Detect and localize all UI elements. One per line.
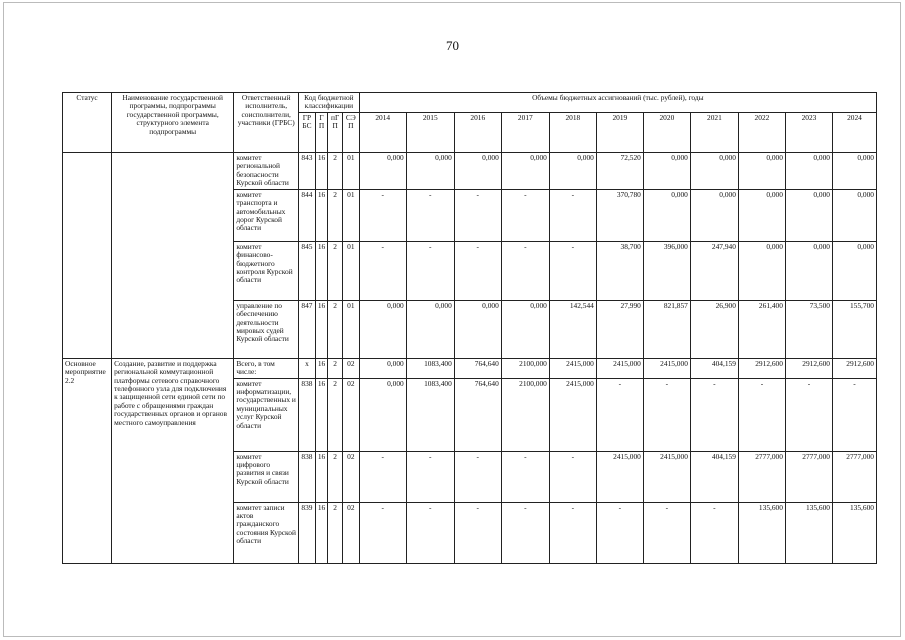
executor-cell: комитет транспорта и автомобильных дорог Курской области [234,189,299,241]
value-cell-2017: - [501,241,549,300]
value-cell-2022: 2912,600 [738,358,785,378]
value-cell-2015: 1083,400 [406,358,454,378]
value-cell-2020: 0,000 [643,152,690,189]
gp-cell: 16 [315,358,328,378]
value-cell-2024: 0,000 [832,152,876,189]
value-cell-2014: 0,000 [359,358,406,378]
value-cell-2020: - [643,378,690,451]
value-cell-2017: 0,000 [501,300,549,358]
value-cell-2014: 0,000 [359,152,406,189]
value-cell-2023: - [785,378,832,451]
value-cell-2019: 2415,000 [596,451,643,502]
gp-cell: 16 [315,502,328,563]
value-cell-2023: 0,000 [785,189,832,241]
measure-name-cell: Создание, развитие и поддержка региональной коммутационной платформы сетевого справочного телефонного узла для подключения к защищенной сети единой сети по работе с обращениями граждан государственных органов и органов местного самоуправления [112,358,234,563]
header-year-2017: 2017 [501,112,549,152]
header-status: Статус [63,93,112,153]
grbs-cell: 838 [299,378,316,451]
value-cell-2019: 2415,000 [596,358,643,378]
executor-cell: комитет записи актов гражданского состояния Курской области [234,502,299,563]
value-cell-2018: 0,000 [549,152,596,189]
gp-cell: 16 [315,189,328,241]
value-cell-2014: 0,000 [359,300,406,358]
value-cell-2015: - [406,189,454,241]
value-cell-2022: 0,000 [738,152,785,189]
grbs-cell: 839 [299,502,316,563]
value-cell-2014: - [359,241,406,300]
value-cell-2018: - [549,451,596,502]
value-cell-2017: - [501,502,549,563]
value-cell-2014: - [359,502,406,563]
value-cell-2016: 764,640 [454,378,501,451]
header-year-2020: 2020 [643,112,690,152]
header-year-2021: 2021 [690,112,738,152]
page-number: 70 [446,38,459,53]
header-year-2018: 2018 [549,112,596,152]
value-cell-2020: - [643,502,690,563]
header-year-2024: 2024 [832,112,876,152]
value-cell-2019: 370,780 [596,189,643,241]
header-name: Наименование государственной программы, подпрограммы государственной программы, структурного элемента подпрограммы [112,93,234,153]
executor-cell: комитет информатизации, государственных и муниципальных услуг Курской области [234,378,299,451]
value-cell-2023: 135,600 [785,502,832,563]
value-cell-2021: 404,159 [690,451,738,502]
value-cell-2023: 2777,000 [785,451,832,502]
value-cell-2018: 2415,000 [549,358,596,378]
header-year-2016: 2016 [454,112,501,152]
pgp-cell: 2 [328,152,343,189]
value-cell-2024: 0,000 [832,189,876,241]
header-code-1: ГП [315,112,328,152]
pgp-cell: 2 [328,189,343,241]
value-cell-2024: 2777,000 [832,451,876,502]
status-cell: Основное мероприятие 2.2 [63,358,112,563]
header-year-2019: 2019 [596,112,643,152]
pgp-cell: 2 [328,358,343,378]
value-cell-2021: 404,159 [690,358,738,378]
value-cell-2015: 0,000 [406,300,454,358]
value-cell-2021: - [690,502,738,563]
gp-cell: 16 [315,300,328,358]
sep-cell: 02 [342,451,359,502]
value-cell-2014: 0,000 [359,378,406,451]
value-cell-2020: 396,000 [643,241,690,300]
sep-cell: 01 [342,189,359,241]
budget-table [62,92,877,564]
header-code-3: СЭП [342,112,359,152]
value-cell-2021: 0,000 [690,152,738,189]
value-cell-2018: - [549,189,596,241]
gp-cell: 16 [315,241,328,300]
sep-cell: 01 [342,300,359,358]
sep-cell: 01 [342,152,359,189]
value-cell-2015: 0,000 [406,152,454,189]
value-cell-2014: - [359,189,406,241]
sep-cell: 02 [342,378,359,451]
value-cell-2016: - [454,189,501,241]
value-cell-2022: 0,000 [738,189,785,241]
value-cell-2016: 764,640 [454,358,501,378]
value-cell-2018: 2415,000 [549,378,596,451]
value-cell-2019: 72,520 [596,152,643,189]
executor-cell: комитет региональной безопасности Курской области [234,152,299,189]
executor-cell: Всего, в том числе: [234,358,299,378]
value-cell-2016: 0,000 [454,300,501,358]
value-cell-2017: - [501,189,549,241]
value-cell-2016: - [454,502,501,563]
value-cell-2022: 0,000 [738,241,785,300]
grbs-cell: 843 [299,152,316,189]
value-cell-2020: 0,000 [643,189,690,241]
pgp-cell: 2 [328,378,343,451]
grbs-cell: 847 [299,300,316,358]
value-cell-2023: 2912,600 [785,358,832,378]
pgp-cell: 2 [328,300,343,358]
value-cell-2024: 135,600 [832,502,876,563]
value-cell-2017: 0,000 [501,152,549,189]
value-cell-2018: - [549,502,596,563]
header-year-2015: 2015 [406,112,454,152]
sep-cell: 02 [342,358,359,378]
header-executor: Ответственный исполнитель, соисполнители, участники (ГРБС) [234,93,299,153]
value-cell-2024: - [832,378,876,451]
sep-cell: 02 [342,502,359,563]
value-cell-2024: 2912,600 [832,358,876,378]
value-cell-2019: 27,990 [596,300,643,358]
value-cell-2015: - [406,241,454,300]
header-volumes-group: Объемы бюджетных ассигнований (тыс. рублей), годы [359,93,876,113]
value-cell-2016: - [454,451,501,502]
gp-cell: 16 [315,451,328,502]
value-cell-2022: - [738,378,785,451]
value-cell-2019: - [596,502,643,563]
value-cell-2021: - [690,378,738,451]
header-code-group: Код бюджетной классификации [299,93,360,113]
value-cell-2022: 135,600 [738,502,785,563]
value-cell-2020: 2415,000 [643,358,690,378]
value-cell-2018: 142,544 [549,300,596,358]
value-cell-2024: 0,000 [832,241,876,300]
pgp-cell: 2 [328,451,343,502]
value-cell-2021: 247,940 [690,241,738,300]
value-cell-2023: 0,000 [785,152,832,189]
status-cell [63,152,112,358]
value-cell-2021: 0,000 [690,189,738,241]
value-cell-2019: - [596,378,643,451]
header-code-2: пГП [328,112,343,152]
value-cell-2022: 2777,000 [738,451,785,502]
value-cell-2023: 73,500 [785,300,832,358]
value-cell-2015: - [406,451,454,502]
grbs-cell: 844 [299,189,316,241]
gp-cell: 16 [315,378,328,451]
value-cell-2024: 155,700 [832,300,876,358]
value-cell-2015: 1083,400 [406,378,454,451]
header-code-0: ГРБС [299,112,316,152]
value-cell-2023: 0,000 [785,241,832,300]
executor-cell: комитет финансово-бюджетного контроля Курской области [234,241,299,300]
measure-name-cell [112,152,234,358]
value-cell-2017: - [501,451,549,502]
executor-cell: управление по обеспечению деятельности мировых судей Курской области [234,300,299,358]
value-cell-2015: - [406,502,454,563]
pgp-cell: 2 [328,502,343,563]
value-cell-2021: 26,900 [690,300,738,358]
grbs-cell: 838 [299,451,316,502]
header-year-2023: 2023 [785,112,832,152]
grbs-cell: х [299,358,316,378]
value-cell-2022: 261,400 [738,300,785,358]
gp-cell: 16 [315,152,328,189]
header-year-2014: 2014 [359,112,406,152]
value-cell-2017: 2100,000 [501,358,549,378]
value-cell-2019: 38,700 [596,241,643,300]
header-year-2022: 2022 [738,112,785,152]
table-row [63,358,877,378]
value-cell-2014: - [359,451,406,502]
value-cell-2016: - [454,241,501,300]
value-cell-2020: 821,857 [643,300,690,358]
executor-cell: комитет цифрового развития и связи Курской области [234,451,299,502]
pgp-cell: 2 [328,241,343,300]
table-row [63,152,877,189]
sep-cell: 01 [342,241,359,300]
value-cell-2018: - [549,241,596,300]
grbs-cell: 845 [299,241,316,300]
value-cell-2016: 0,000 [454,152,501,189]
value-cell-2020: 2415,000 [643,451,690,502]
value-cell-2017: 2100,000 [501,378,549,451]
